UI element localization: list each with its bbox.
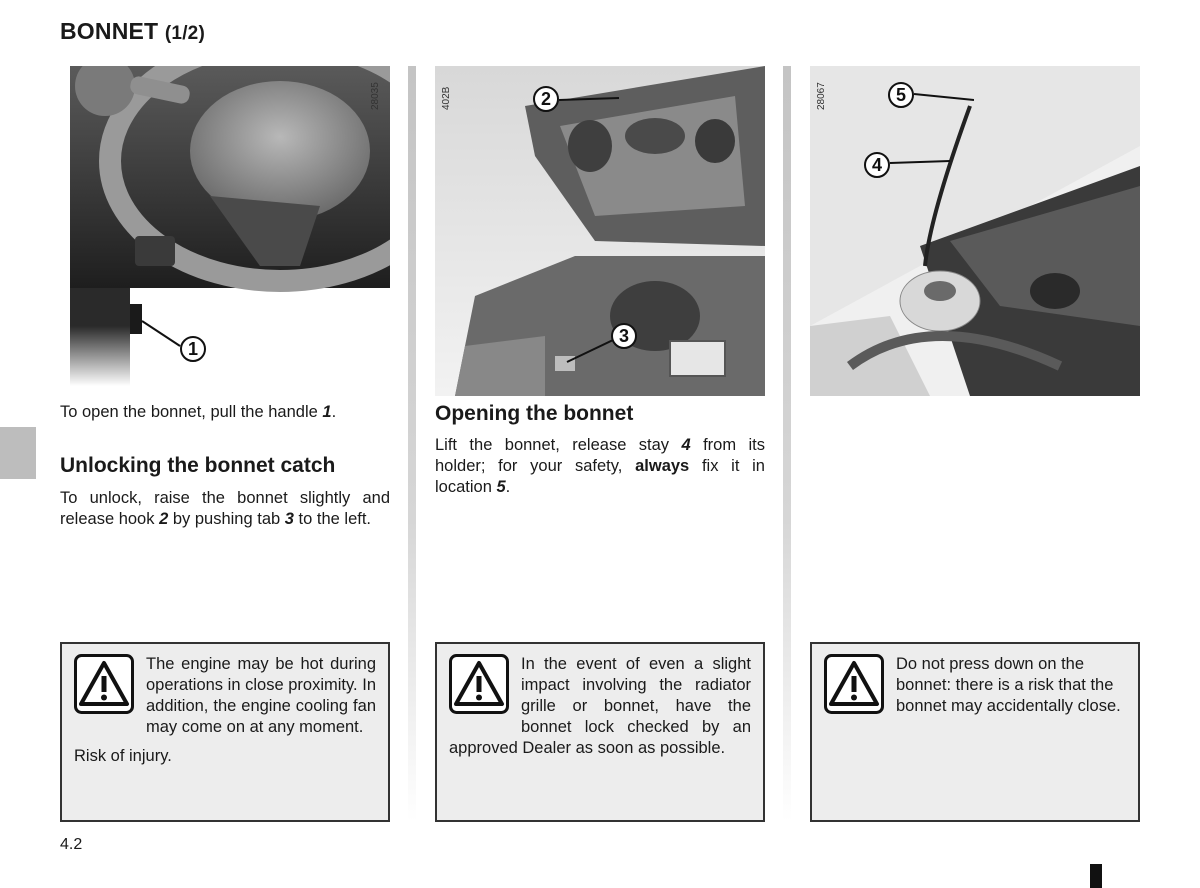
callout-5: 5 xyxy=(888,82,914,108)
warning-text: In the event of even a slight impact involving the radiator grille or bonnet, have the bonnet lock checked by an approved Dealer as soon as possible. xyxy=(449,655,751,757)
page-number: 4.2 xyxy=(60,836,83,853)
text-run: by pushing tab xyxy=(168,510,285,528)
column-divider xyxy=(408,66,416,822)
reference-number: 2 xyxy=(159,510,169,528)
warning-box xyxy=(810,642,1140,822)
heading-opening: Opening the bonnet xyxy=(435,402,634,425)
reference-number: 5 xyxy=(496,478,506,496)
photo-code: 28067 xyxy=(816,82,827,110)
photo-bonnet-handle xyxy=(60,66,390,386)
warning-text: Risk of injury. xyxy=(74,747,172,765)
callout-leader xyxy=(890,158,950,168)
opening-paragraph xyxy=(435,435,765,498)
warning-triangle-icon xyxy=(449,654,509,714)
section-tab-marker xyxy=(0,427,36,479)
page-title xyxy=(60,18,205,45)
intro-paragraph xyxy=(60,402,390,423)
warning-triangle-icon xyxy=(824,654,884,714)
callout-1: 1 xyxy=(180,336,206,362)
photo-bonnet-stay xyxy=(810,66,1140,396)
warning-box xyxy=(60,642,390,822)
reference-number: 3 xyxy=(284,510,294,528)
text-run: Lift the bonnet, release stay xyxy=(435,436,682,454)
title-main: BONNET xyxy=(60,18,159,44)
heading-unlocking: Unlocking the bonnet catch xyxy=(60,454,336,477)
callout-2: 2 xyxy=(533,86,559,112)
reference-number: 4 xyxy=(681,436,691,454)
text-run: from its holder; for your safety, xyxy=(435,436,765,475)
emphasis: always xyxy=(635,457,690,475)
title-sub: (1/2) xyxy=(164,23,205,44)
warning-text: The engine may be hot during operations in close proximity. In addition, the engine cooling fan may come on at any moment. xyxy=(146,655,376,736)
warning-box xyxy=(435,642,765,822)
callout-3: 3 xyxy=(611,323,637,349)
text-run: To unlock, raise the bonnet slightly and release hook xyxy=(60,489,390,528)
text-run: fix it in location xyxy=(435,457,765,496)
end-of-section-mark xyxy=(1090,864,1102,888)
text-run: . xyxy=(505,478,511,496)
warning-triangle-icon xyxy=(74,654,134,714)
photo-code: 28035 xyxy=(370,82,381,110)
column-divider xyxy=(783,66,791,822)
text-run: To open the bonnet, pull the handle xyxy=(60,403,323,421)
callout-leader xyxy=(914,92,974,102)
photo-open-bonnet xyxy=(435,66,765,396)
text-run: to the left. xyxy=(293,510,371,528)
warning-text: Do not press down on the bonnet: there is a risk that the bonnet may accidentally close. xyxy=(896,655,1121,715)
photo-code: 402B xyxy=(441,86,452,110)
text-run: . xyxy=(331,403,337,421)
callout-leader xyxy=(565,338,613,364)
callout-leader xyxy=(559,96,619,104)
unlocking-paragraph xyxy=(60,488,390,530)
reference-number: 1 xyxy=(322,403,332,421)
callout-4: 4 xyxy=(864,152,890,178)
